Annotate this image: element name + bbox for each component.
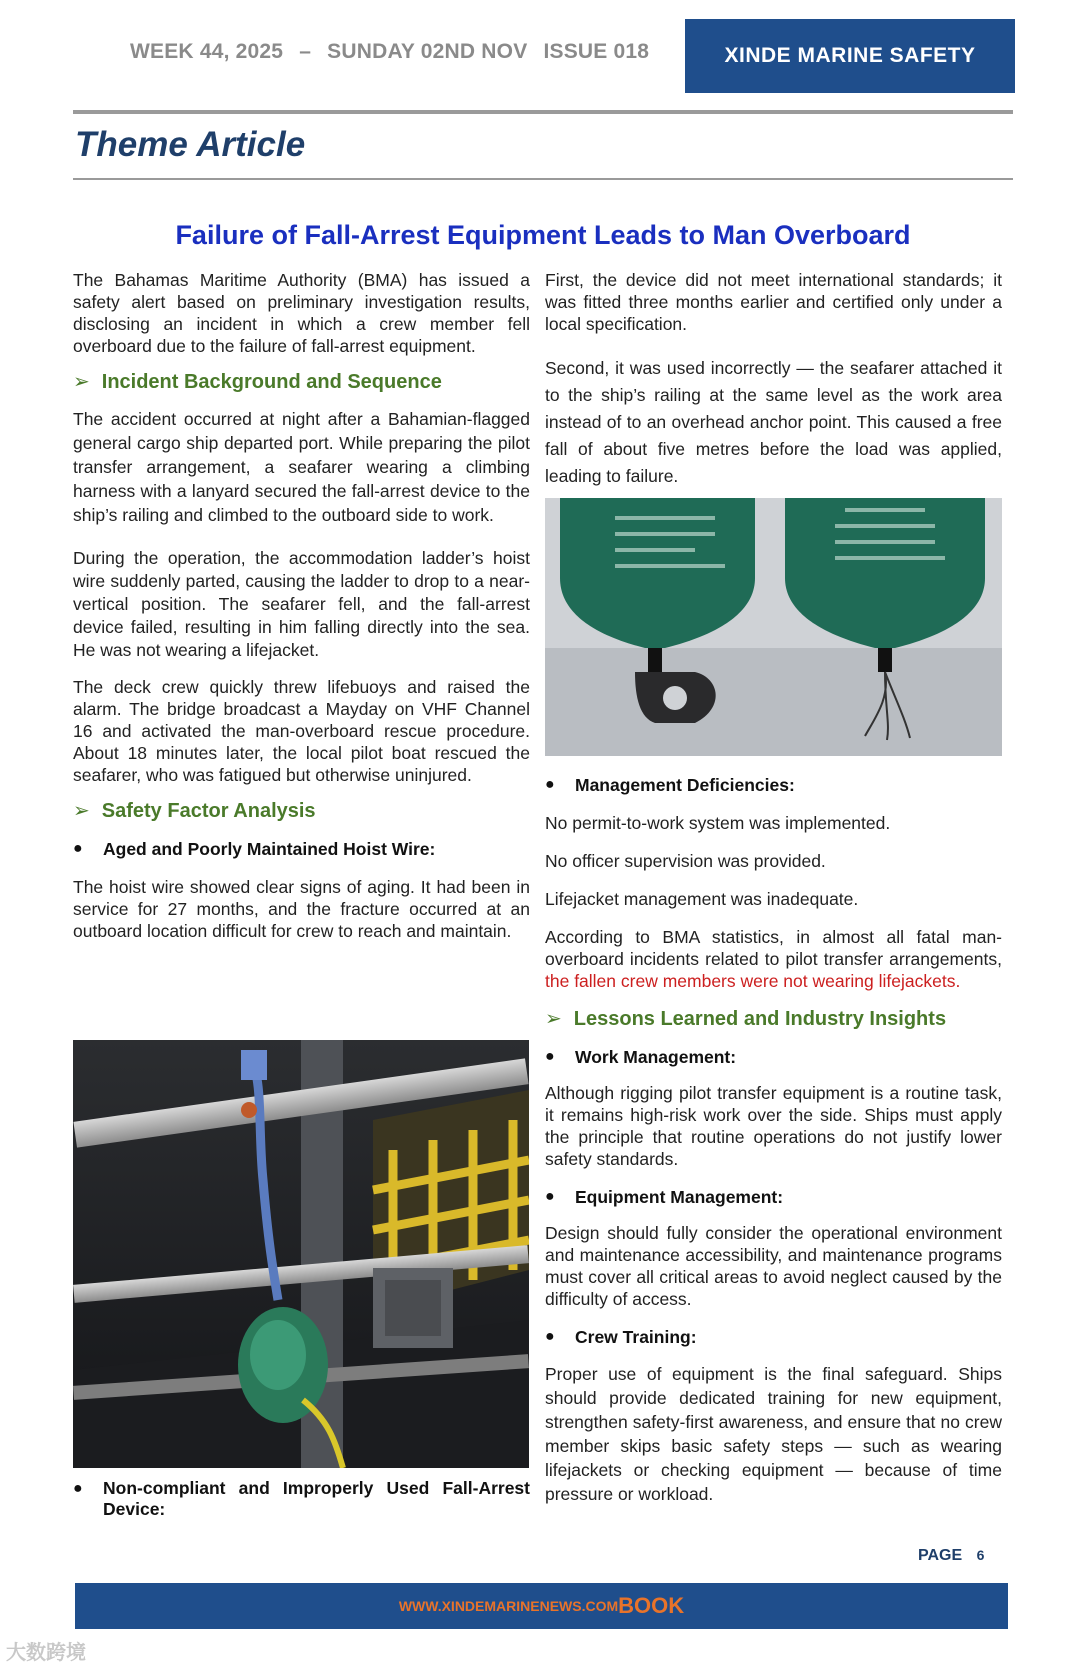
bullet-hoist-wire — [73, 838, 530, 860]
bullet-hoist-wire-title: Aged and Poorly Maintained Hoist Wire: — [103, 839, 436, 859]
arrow-icon: ➢ — [545, 1008, 562, 1030]
railing-photo — [73, 1040, 529, 1468]
left-column — [73, 269, 530, 942]
hoist-wire-paragraph: The hoist wire showed clear signs of aging. It had been in service for 27 months, and the fracture occurred at an outboard location difficult for crew to reach and maintain. — [73, 877, 530, 941]
section-label: Theme Article — [75, 125, 306, 164]
week-label: WEEK 44, 2025 — [130, 40, 284, 63]
background-p3: The deck crew quickly threw lifebuoys and raised the alarm. The bridge broadcast a Mayday on VHF Channel 16 and activated the man-overboard rescue procedure. About 18 minutes later, the local pilot boat rescued the seafarer, who was fatigued but otherwise uninjured. — [73, 677, 530, 785]
bullet-work — [545, 1046, 1002, 1068]
equipment-paragraph: Design should fully consider the operational environment and maintenance accessibility, and maintenance programs must cover all critical areas to avoid neglect caused by the difficulty of access. — [545, 1223, 1002, 1309]
lessons-heading-text: Lessons Learned and Industry Insights — [573, 1008, 947, 1030]
stats-text: According to BMA statistics, in almost all fatal man-overboard incidents related to pilot transfer arrangements, — [545, 927, 1002, 969]
bullet-icon: ● — [73, 840, 83, 857]
bullet-icon: ● — [545, 1188, 555, 1205]
issue-meta — [130, 40, 659, 64]
stats-paragraph — [545, 926, 1002, 992]
bullet-management — [545, 774, 1002, 796]
crew-paragraph: Proper use of equipment is the final safeguard. Ships should provide dedicated training for new equipment, strengthen safety-first awareness, and ensure that no crew member skips basic safety steps — such as wearing lifejackets or checking equipment — because of time pressure or workload. — [545, 1364, 1002, 1504]
stats-highlight: the fallen crew members were not wearing lifejackets. — [545, 971, 961, 991]
arrow-icon: ➢ — [73, 371, 90, 393]
bullet-icon: ● — [545, 1328, 555, 1345]
brand-name: XINDE MARINE SAFETY — [724, 44, 976, 67]
arrow-icon: ➢ — [73, 800, 90, 822]
divider-bottom — [73, 178, 1013, 180]
intro-paragraph: The Bahamas Maritime Authority (BMA) has issued a safety alert based on preliminary investigation results, disclosing an incident in which a crew member fell overboard due to the failure of fall-arrest equipment. — [73, 270, 530, 356]
divider-top — [73, 110, 1013, 114]
right-column-top — [545, 269, 1002, 490]
article-title: Failure of Fall-Arrest Equipment Leads to Man Overboard — [175, 220, 911, 250]
bullet-fall-arrest — [73, 1478, 530, 1520]
page-num: 6 — [976, 1547, 985, 1563]
bullet-work-title: Work Management: — [575, 1047, 737, 1067]
analysis-heading — [73, 800, 530, 822]
analysis-heading-text: Safety Factor Analysis — [101, 800, 316, 822]
brand-banner — [685, 19, 1015, 93]
lessons-heading — [545, 1008, 1002, 1030]
bullet-crew — [545, 1326, 1002, 1348]
bullet-crew-title: Crew Training: — [575, 1327, 697, 1347]
watermark: 大数跨境 — [6, 1642, 86, 1664]
work-paragraph: Although rigging pilot transfer equipment is a routine task, it remains high-risk work over the side. Ships must apply the principle that routine operations do not justify lower safety standards. — [545, 1083, 1002, 1169]
bullet-icon: ● — [545, 1048, 555, 1065]
background-p1: The accident occurred at night after a Bahamian-flagged general cargo ship departed port. While preparing the pilot transfer arrangement, a seafarer wearing a climbing harness with a lanyard secured the fall-arrest device to the ship’s railing and climbed to the outboard side to work. — [73, 409, 530, 525]
mgmt-item: No officer supervision was provided. — [545, 851, 826, 871]
mgmt-item: Lifejacket management was inadequate. — [545, 889, 859, 909]
right-p1: First, the device did not meet international standards; it was fitted three months earlier and certified only under a local specification. — [545, 270, 1002, 334]
page-number — [918, 1547, 984, 1565]
background-heading-text: Incident Background and Sequence — [101, 371, 442, 393]
devices-photo — [545, 498, 1002, 756]
footer-book: BOOK — [618, 1593, 685, 1618]
footer-url[interactable]: WWW.XINDEMARINENEWS.COM — [398, 1598, 619, 1614]
right-p2: Second, it was used incorrectly — the seafarer attached it to the ship’s railing at the same level as the work area instead of to an overhead anchor point. This caused a free fall of about five metres before the load was applied, leading to failure. — [545, 358, 1002, 486]
bullet-fall-arrest-title: Non-compliant and Improperly Used Fall-Arrest Device: — [103, 1478, 530, 1519]
bullet-equipment — [545, 1186, 1002, 1208]
mgmt-item: No permit-to-work system was implemented. — [545, 813, 891, 833]
devices-photo-image — [545, 498, 1002, 756]
footer-bar — [75, 1583, 1008, 1629]
bullet-management-title: Management Deficiencies: — [575, 775, 795, 795]
background-p2: During the operation, the accommodation ladder’s hoist wire suddenly parted, causing the ladder to drop to a near-vertical position. The seafarer fell, and the fall-arrest device failed, resulting in him falling directly into the sea. He was not wearing a lifejacket. — [73, 548, 530, 660]
date-label: SUNDAY 02ND NOV — [327, 40, 528, 63]
dash: – — [299, 40, 312, 63]
page-label: PAGE — [918, 1547, 963, 1564]
railing-photo-image — [73, 1040, 529, 1468]
background-heading — [73, 371, 530, 393]
bullet-icon: ● — [73, 1480, 83, 1497]
issue-label: ISSUE 018 — [543, 40, 650, 63]
right-column-bottom — [545, 774, 1002, 1506]
bullet-equipment-title: Equipment Management: — [575, 1187, 784, 1207]
bullet-icon: ● — [545, 776, 555, 793]
